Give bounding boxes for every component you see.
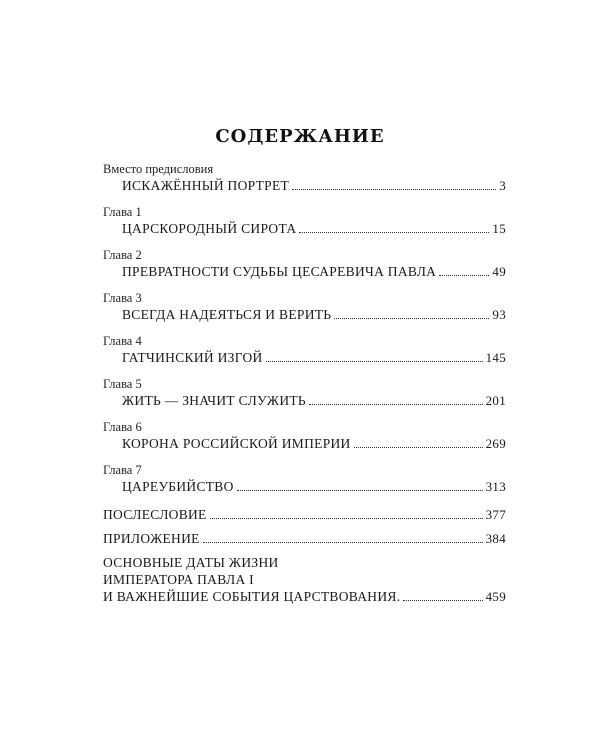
entry-row <box>103 435 506 452</box>
entry-title: ВСЕГДА НАДЕЯТЬСЯ И ВЕРИТЬ <box>122 307 332 322</box>
entry-title: ЦАРСКОРОДНЫЙ СИРОТА <box>122 221 297 236</box>
dot-leader <box>439 275 489 276</box>
entry-row <box>103 530 506 547</box>
toc-entry-chapter-4 <box>103 334 506 366</box>
entry-title: ПОСЛЕСЛОВИЕ <box>103 507 207 522</box>
page-number: 269 <box>485 436 506 451</box>
entry-row <box>103 220 506 237</box>
entry-title-line: И ВАЖНЕЙШИЕ СОБЫТИЯ ЦАРСТВОВАНИЯ. <box>103 589 401 604</box>
entry-row <box>103 392 506 409</box>
entry-title-line: ИМПЕРАТОРА ПАВЛА I <box>103 572 254 587</box>
dot-leader <box>334 318 489 319</box>
toc-entry-chapter-2 <box>103 248 506 280</box>
toc-entry-dates <box>103 554 506 605</box>
toc-entry-chapter-7 <box>103 463 506 495</box>
entry-row <box>103 306 506 323</box>
entry-label: Глава 3 <box>103 291 142 305</box>
page-number: 93 <box>492 307 506 322</box>
page-number: 201 <box>485 393 506 408</box>
page-number: 377 <box>485 507 506 522</box>
entry-row <box>103 478 506 495</box>
page-number: 313 <box>485 479 506 494</box>
entry-title: КОРОНА РОССИЙСКОЙ ИМПЕРИИ <box>122 436 351 451</box>
entry-row <box>103 349 506 366</box>
entry-label: Глава 4 <box>103 334 142 348</box>
entry-title: ПРИЛОЖЕНИЕ <box>103 531 200 546</box>
page-number: 3 <box>499 178 506 193</box>
page-number: 49 <box>492 264 506 279</box>
toc-entry-chapter-5 <box>103 377 506 409</box>
entry-row <box>103 588 506 605</box>
entry-label: Глава 2 <box>103 248 142 262</box>
dot-leader <box>292 189 496 190</box>
dot-leader <box>299 232 489 233</box>
entry-title: ЖИТЬ — ЗНАЧИТ СЛУЖИТЬ <box>122 393 306 408</box>
entry-row <box>103 506 506 523</box>
page-title: СОДЕРЖАНИЕ <box>215 126 385 147</box>
entry-title: ЦАРЕУБИЙСТВО <box>122 479 234 494</box>
entry-label: Глава 7 <box>103 463 142 477</box>
dot-leader <box>266 361 483 362</box>
entry-row <box>103 177 506 194</box>
page-number: 145 <box>485 350 506 365</box>
entry-title: ГАТЧИНСКИЙ ИЗГОЙ <box>122 350 263 365</box>
entry-label: Глава 5 <box>103 377 142 391</box>
entry-label: Вместо предисловия <box>103 162 214 176</box>
toc-entry-afterword <box>103 506 506 523</box>
dot-leader <box>210 518 483 519</box>
entry-title: ПРЕВРАТНОСТИ СУДЬБЫ ЦЕСАРЕВИЧА ПАВЛА <box>122 264 437 279</box>
page-number: 459 <box>485 589 506 604</box>
dot-leader <box>403 600 482 601</box>
toc-entry-chapter-3 <box>103 291 506 323</box>
dot-leader <box>237 490 483 491</box>
dot-leader <box>203 542 483 543</box>
entry-row <box>103 263 506 280</box>
page-number: 384 <box>485 531 506 546</box>
dot-leader <box>309 404 483 405</box>
entry-label: Глава 6 <box>103 420 142 434</box>
table-of-contents <box>103 162 506 612</box>
toc-entry-preface <box>103 162 506 194</box>
entry-title: ИСКАЖЁННЫЙ ПОРТРЕТ <box>122 178 290 193</box>
toc-entry-chapter-1 <box>103 205 506 237</box>
page-number: 15 <box>492 221 506 236</box>
entry-label: Глава 1 <box>103 205 142 219</box>
entry-title-line: ОСНОВНЫЕ ДАТЫ ЖИЗНИ <box>103 555 279 570</box>
toc-entry-appendix <box>103 530 506 547</box>
toc-entry-chapter-6 <box>103 420 506 452</box>
dot-leader <box>354 447 483 448</box>
